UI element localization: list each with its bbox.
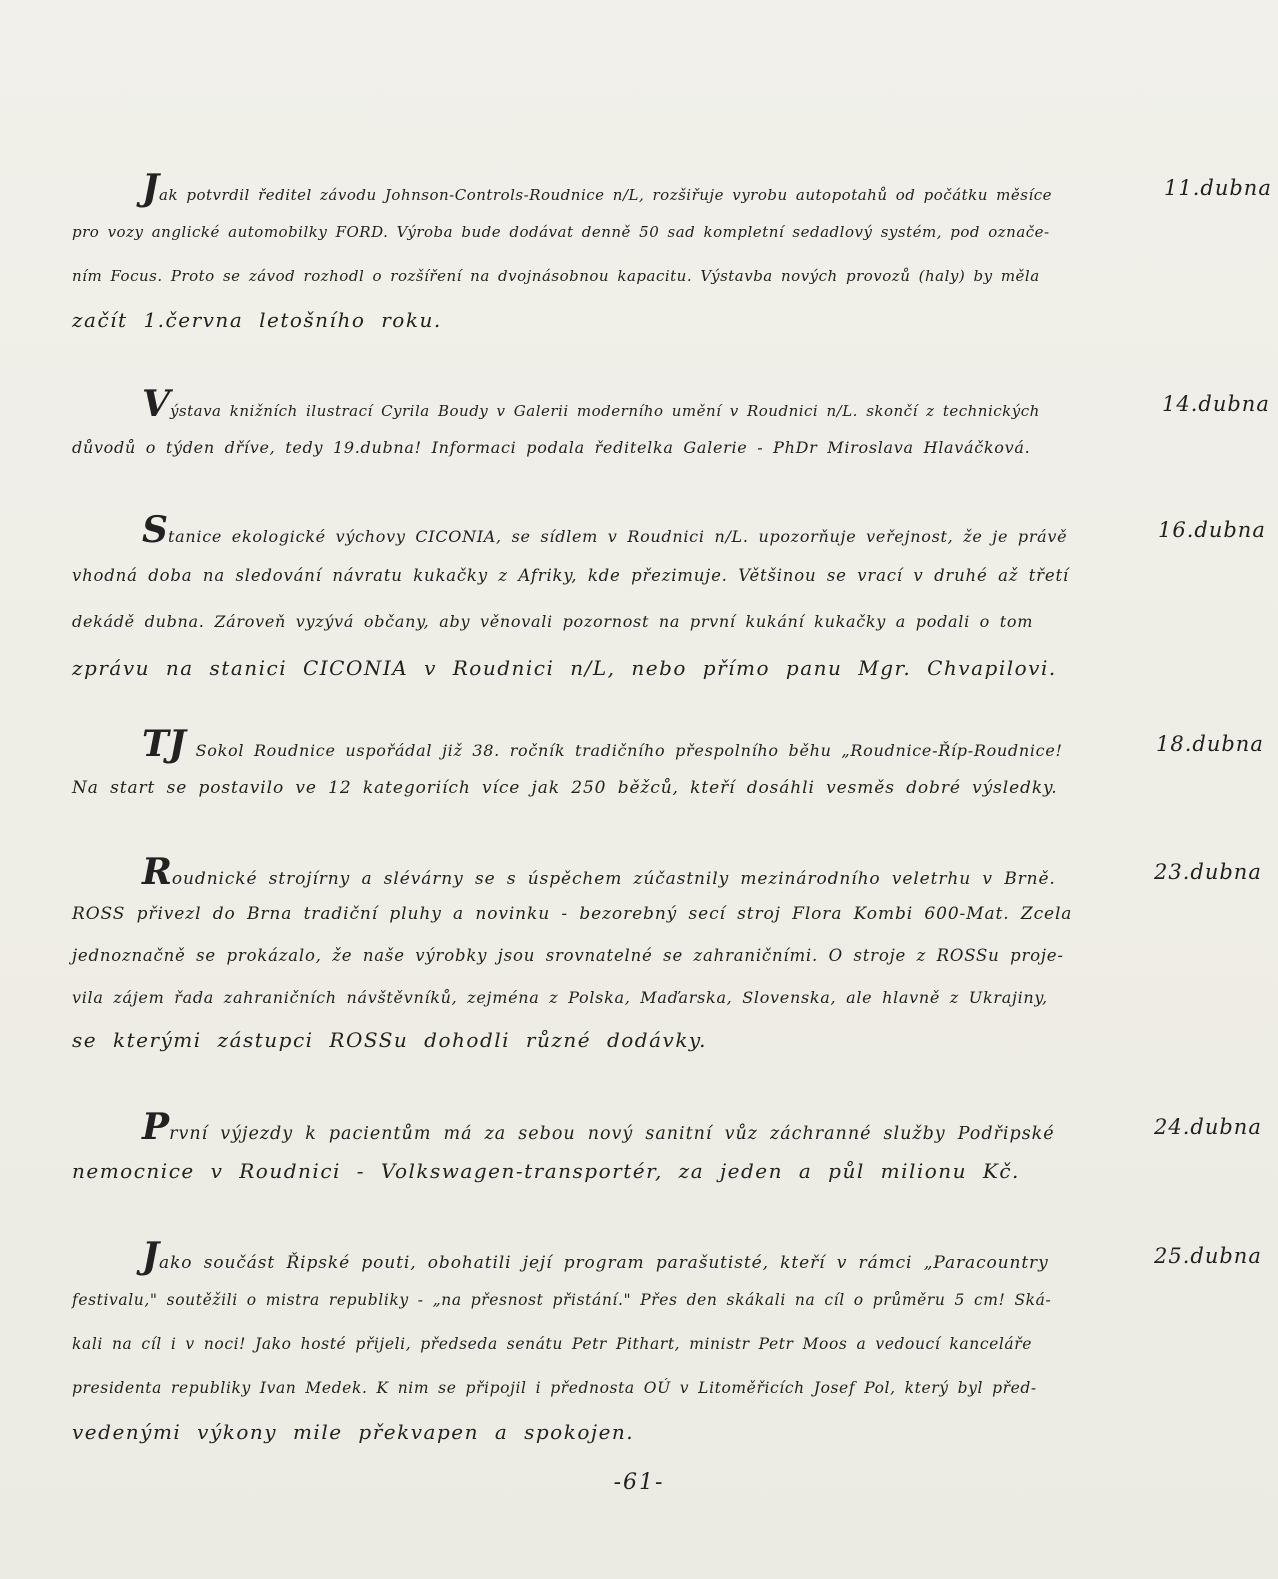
- drop-initial: J: [142, 1235, 160, 1277]
- entry-line: vila zájem řada zahraničních návštěvníků, zejména z Polska, Maďarska, Slovenska, ale hlavně z Ukrajiny,: [72, 988, 1048, 1007]
- entry-line: Jako součást Řipské pouti, obohatili její program parašutisté, kteří v rámci „Paracountry: [142, 1235, 1049, 1277]
- entry-line: Roudnické strojírny a slévárny se s úspěchem zúčastnily mezinárodního veletrhu v Brně.: [142, 851, 1056, 893]
- drop-initial: TJ: [142, 723, 186, 765]
- entry-line: vedenými výkony mile překvapen a spokojen.: [72, 1420, 635, 1444]
- entry-date: 14.dubna: [1162, 392, 1270, 416]
- entry-line: se kterými zástupci ROSSu dohodli různé dodávky.: [72, 1028, 707, 1052]
- entry-date: 25.dubna: [1154, 1244, 1262, 1268]
- entry-line: jednoznačně se prokázalo, že naše výrobky jsou srovnatelné se zahraničními. O stroje z ROSSu proje-: [72, 946, 1064, 965]
- entry-line: Výstava knižních ilustrací Cyrila Boudy v Galerii moderního umění v Roudnici n/L. skončí z technických: [142, 383, 1040, 425]
- entry-line: Jak potvrdil ředitel závodu Johnson-Controls-Roudnice n/L, rozšiřuje vyrobu autopotahů od počátku měsíce: [142, 167, 1053, 209]
- entry-line: začít 1.června letošního roku.: [72, 308, 442, 332]
- entry-line: nemocnice v Roudnici - Volkswagen-transportér, za jeden a půl milionu Kč.: [72, 1159, 1020, 1183]
- entry-line: První výjezdy k pacientům má za sebou nový sanitní vůz záchranné služby Podřipské: [142, 1106, 1055, 1148]
- drop-initial: V: [142, 383, 170, 425]
- entry-line: vhodná doba na sledování návratu kukačky z Afriky, kde přezimuje. Většinou se vrací v druhé až třetí: [72, 566, 1069, 585]
- entry-date: 18.dubna: [1156, 732, 1264, 756]
- entry-line: Stanice ekologické výchovy CICONIA, se sídlem v Roudnici n/L. upozorňuje veřejnost, že je právě: [142, 509, 1068, 551]
- entry-line: dekádě dubna. Zároveň vyzývá občany, aby věnovali pozornost na první kukání kukačky a podali o tom: [72, 612, 1034, 631]
- entry-line: důvodů o týden dříve, tedy 19.dubna! Informaci podala ředitelka Galerie - PhDr Miroslava Hlaváčková.: [72, 438, 1031, 457]
- drop-initial: J: [142, 167, 160, 209]
- entry-line: kali na cíl i v noci! Jako hosté přijeli, předseda senátu Petr Pithart, ministr Petr Moos a vedoucí kanceláře: [72, 1335, 1033, 1353]
- drop-initial: S: [142, 509, 168, 551]
- entry-line: zprávu na stanici CICONIA v Roudnici n/L, nebo přímo panu Mgr. Chvapilovi.: [72, 656, 1057, 680]
- entry-line: ROSS přivezl do Brna tradiční pluhy a novinku - bezorebný secí stroj Flora Kombi 600-Mat. Zcela: [72, 904, 1073, 924]
- entry-date: 11.dubna: [1164, 176, 1272, 200]
- entry-date: 16.dubna: [1158, 518, 1266, 542]
- entry-line: TJ Sokol Roudnice uspořádal již 38. ročník tradičního přespolního běhu „Roudnice-Říp-Roudnice!: [142, 723, 1063, 765]
- entry-line: Na start se postavilo ve 12 kategoriích více jak 250 běžců, kteří dosáhli vesměs dobré výsledky.: [72, 778, 1058, 798]
- drop-initial: R: [142, 851, 172, 893]
- page-number: -61-: [613, 1470, 665, 1495]
- drop-initial: P: [142, 1106, 170, 1148]
- entry-line: presidenta republiky Ivan Medek. K nim se připojil i přednosta OÚ v Litoměřicích Josef Pol, který byl před-: [72, 1379, 1037, 1397]
- entry-line: festivalu," soutěžili o mistra republiky - „na přesnost přistání." Přes den skákali na cíl o průměru 5 cm! Ská-: [72, 1291, 1052, 1309]
- entry-line: ním Focus. Proto se závod rozhodl o rozšíření na dvojnásobnou kapacitu. Výstavba nových provozů (haly) by měla: [72, 267, 1040, 285]
- entry-line: pro vozy anglické automobilky FORD. Výroba bude dodávat denně 50 sad kompletní sedadlový systém, pod označe-: [72, 223, 1050, 241]
- entry-date: 23.dubna: [1154, 860, 1262, 884]
- entry-date: 24.dubna: [1154, 1115, 1262, 1139]
